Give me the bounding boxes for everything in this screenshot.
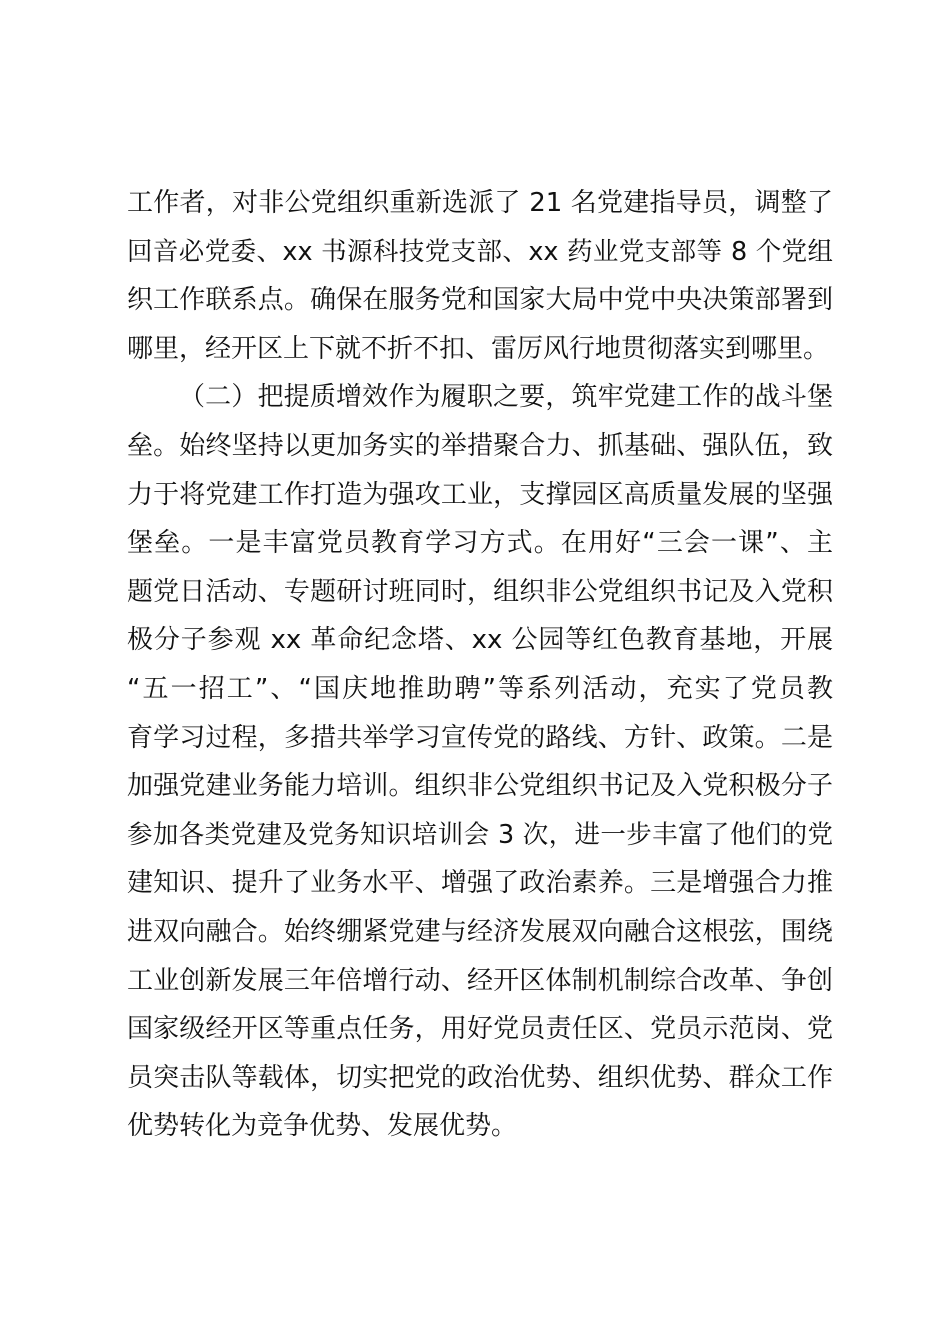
- text-line: 优势转化为竞争优势、发展优势。: [127, 1111, 518, 1142]
- text-line: 国家级经开区等重点任务，用好党员责任区、党员示范岗、党: [127, 1014, 833, 1045]
- paragraph-1: [127, 179, 833, 373]
- text-line: 回音必党委、xx 书源科技党支部、xx 药业党支部等 8 个党组: [127, 236, 833, 267]
- text-line: 工作者，对非公党组织重新选派了 21 名党建指导员，调整了: [127, 188, 833, 218]
- text-line: 参加各类党建及党务知识培训会 3 次，进一步丰富了他们的党: [127, 819, 833, 850]
- text-line: （二）把提质增效作为履职之要，筑牢党建工作的战斗堡: [179, 382, 833, 413]
- text-line: 题党日活动、专题研讨班同时，组织非公党组织书记及入党积: [127, 576, 833, 607]
- text-line: 进双向融合。始终绷紧党建与经济发展双向融合这根弦，围绕: [127, 916, 833, 947]
- text-line: 员突击队等载体，切实把党的政治优势、组织优势、群众工作: [127, 1062, 833, 1093]
- text-line: 堡垒。一是丰富党员教育学习方式。在用好“三会一课”、主: [127, 528, 833, 559]
- text-line: 垒。始终坚持以更加务实的举措聚合力、抓基础、强队伍，致: [127, 430, 833, 461]
- paragraph-2: [127, 373, 833, 1151]
- text-line: “五一招工”、“国庆地推助聘”等系列活动，充实了党员教: [127, 673, 833, 704]
- text-line: 织工作联系点。确保在服务党和国家大局中党中央决策部署到: [127, 285, 833, 316]
- text-line: 育学习过程，多措共举学习宣传党的路线、方针、政策。二是: [127, 722, 833, 753]
- text-line: 哪里，经开区上下就不折不扣、雷厉风行地贯彻落实到哪里。: [127, 333, 830, 364]
- text-line: 加强党建业务能力培训。组织非公党组织书记及入党积极分子: [127, 771, 833, 802]
- body-text: [127, 179, 833, 1151]
- text-line: 极分子参观 xx 革命纪念塔、xx 公园等红色教育基地，开展: [127, 625, 833, 656]
- text-line: 力于将党建工作打造为强攻工业，支撑园区高质量发展的坚强: [127, 479, 833, 510]
- text-line: 建知识、提升了业务水平、增强了政治素养。三是增强合力推: [127, 868, 833, 899]
- text-line: 工业创新发展三年倍增行动、经开区体制机制综合改革、争创: [127, 965, 833, 996]
